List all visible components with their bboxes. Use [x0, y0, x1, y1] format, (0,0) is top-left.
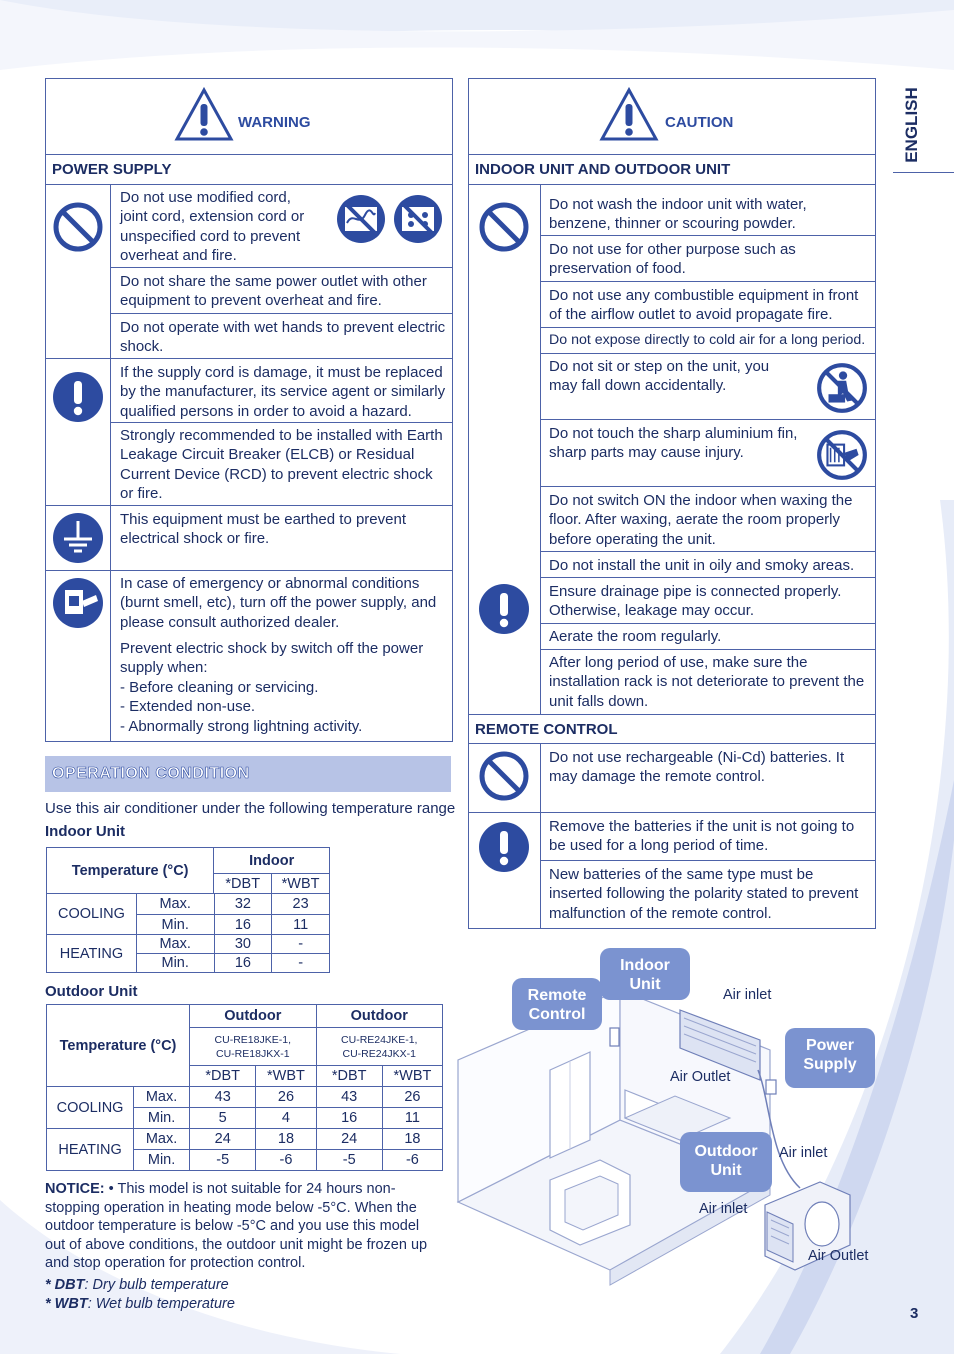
wbt-footnote [45, 1296, 235, 1312]
mandatory-icon [52, 371, 104, 423]
warning-header [46, 79, 452, 155]
outdoor-models-2: CU-RE24JKE-1, CU-RE24JKX-1 [316, 1028, 442, 1066]
warning-row-8-item-2: - Extended non-use. [120, 698, 256, 715]
caution-divider-6 [541, 486, 875, 487]
prohibition-icon [478, 750, 530, 802]
outdoor-value: 26 [256, 1087, 316, 1108]
caution-triangle-icon [599, 87, 659, 143]
outdoor-col-dbt: *DBT [316, 1066, 382, 1087]
outdoor-value: 26 [382, 1087, 442, 1108]
indoor-value: 32 [214, 894, 272, 915]
outdoor-temperature-table [46, 1004, 443, 1087]
caution-row-6: Do not touch the sharp aluminium fin, sharp parts may cause injury. [549, 425, 798, 462]
outdoor-value: 18 [382, 1129, 442, 1150]
caution-row-5: Do not sit or step on the unit, you may fall down accidentally. [549, 358, 770, 395]
warning-row-8-item-3: - Abnormally strong lightning activity. [120, 718, 363, 735]
power-supply-heading: POWER SUPPLY [46, 155, 452, 185]
indoor-limit: Max. [136, 935, 214, 954]
caution-group-3-icon-cell [469, 744, 541, 812]
operation-condition-title: OPERATION CONDITION [52, 765, 250, 782]
language-label: ENGLISH [901, 87, 921, 163]
dbt-footnote [45, 1277, 229, 1293]
indoor-value: 11 [272, 915, 330, 935]
caution-divider-3 [541, 327, 875, 328]
outdoor-col-dbt: *DBT [190, 1066, 256, 1087]
no-touch-fin-icon [815, 428, 869, 482]
warning-title: WARNING [238, 114, 311, 131]
outdoor-group-1: Outdoor [190, 1005, 316, 1028]
warning-row-divider-3 [111, 422, 452, 423]
indoor-outdoor-heading: INDOOR UNIT AND OUTDOOR UNIT [469, 155, 875, 185]
outdoor-air-inlet-side-label: Air inlet [699, 1201, 748, 1217]
caution-divider-2 [541, 281, 875, 282]
indoor-col-wbt: *WBT [272, 874, 330, 894]
warning-row-1: Do not use modified cord, joint cord, extension cord or unspecified cord to prevent overheat and fire. [120, 189, 305, 264]
mandatory-icon [478, 583, 530, 635]
warning-row-6: This equipment must be earthed to prevent electrical shock or fire. [120, 511, 406, 548]
indoor-mode-heating: HEATING [47, 935, 137, 973]
outdoor-limit: Max. [134, 1129, 190, 1150]
outdoor-mode-heating: HEATING [47, 1129, 134, 1171]
caution-group-2-icon-cell [469, 577, 541, 714]
outdoor-limit: Min. [134, 1108, 190, 1129]
dbt-key: * DBT [45, 1277, 85, 1293]
indoor-limit: Min. [136, 915, 214, 935]
caution-divider-1 [541, 235, 875, 236]
caution-header [469, 79, 875, 155]
indoor-limit: Max. [136, 894, 214, 915]
notice-text: • This model is not suitable for 24 hours non-stopping operation in heating mode below -5°C. When the outdoor temperature is below -5°C and you use this model out of above conditions, the outdoor unit might be frozen up and stop operation for protection control. [45, 1181, 428, 1272]
caution-box [468, 78, 876, 929]
prohibition-icon [52, 201, 104, 253]
caution-row-10: Aerate the room regularly. [549, 628, 722, 645]
outdoor-temperature-table-body [46, 1086, 443, 1171]
indoor-temp-header: Temperature (°C) [47, 848, 214, 894]
warning-group-1-icon-cell [46, 185, 111, 358]
page-number: 3 [910, 1305, 919, 1322]
outdoor-value: 43 [190, 1087, 256, 1108]
caution-row-9: Ensure drainage pipe is connected properly. Otherwise, leakage may occur. [549, 583, 842, 620]
outdoor-air-outlet-label: Air Outlet [808, 1248, 869, 1264]
caution-row-4: Do not expose directly to cold air for a long period. [549, 332, 866, 348]
warning-row-7: In case of emergency or abnormal conditions (burnt smell, etc), turn off the power supply, and please consult authorized dealer. [120, 575, 437, 631]
caution-row-2: Do not use for other purpose such as preservation of food. [549, 241, 796, 278]
power-supply-label: Power Supply [785, 1028, 875, 1088]
caution-divider-7 [541, 551, 875, 552]
remote-divider-2 [541, 860, 875, 861]
outdoor-col-wbt: *WBT [382, 1066, 442, 1087]
outdoor-value: 5 [190, 1108, 256, 1129]
warning-row-4: If the supply cord is damage, it must be replaced by the manufacturer, its service agent or similarly qualified persons in order to avoid a hazard. [120, 364, 446, 420]
caution-group-1-icon-cell [469, 185, 541, 577]
indoor-col-dbt: *DBT [214, 874, 272, 894]
caution-row-7: Do not switch ON the indoor when waxing the floor. After waxing, aerate the room properly before operating the unit. [549, 492, 853, 548]
indoor-air-outlet-label: Air Outlet [670, 1069, 731, 1085]
outdoor-value: 24 [316, 1129, 382, 1150]
caution-divider-5 [541, 419, 875, 420]
indoor-value: - [272, 935, 330, 954]
outdoor-value: -6 [256, 1150, 316, 1171]
outdoor-value: 16 [316, 1108, 382, 1129]
caution-group-divider-2 [541, 577, 875, 578]
indoor-value: 23 [272, 894, 330, 915]
prohibition-icon [478, 201, 530, 253]
outdoor-value: 43 [316, 1087, 382, 1108]
warning-triangle-icon [174, 87, 234, 143]
caution-row-11: After long period of use, make sure the installation rack is not deteriorate to prevent the unit falls down. [549, 654, 865, 710]
indoor-limit: Min. [136, 954, 214, 973]
warning-row-divider-1 [111, 267, 452, 268]
warning-row-3: Do not operate with wet hands to prevent electric shock. [120, 319, 446, 356]
warning-group-2-icon-cell [46, 359, 111, 505]
outdoor-value: 18 [256, 1129, 316, 1150]
indoor-temperature-table [46, 847, 330, 894]
dbt-text: : Dry bulb temperature [84, 1277, 229, 1293]
wbt-text: : Wet bulb temperature [87, 1296, 235, 1312]
remote-row-2: Remove the batteries if the unit is not going to be used for a long period of time. [549, 818, 855, 855]
indoor-air-inlet-label: Air inlet [723, 987, 772, 1003]
caution-title: CAUTION [665, 114, 734, 131]
outdoor-value: 4 [256, 1108, 316, 1129]
operation-condition-band [45, 756, 451, 792]
indoor-group-header: Indoor [214, 848, 330, 874]
indoor-value: 30 [214, 935, 272, 954]
warning-row-5: Strongly recommended to be installed with Earth Leakage Circuit Breaker (ELCB) or Residual Current Device (RCD) to prevent electric shock or fire. [120, 427, 443, 502]
outdoor-models-1: CU-RE18JKE-1, CU-RE18JKX-1 [190, 1028, 316, 1066]
outdoor-limit: Min. [134, 1150, 190, 1171]
language-tab [900, 88, 926, 168]
mandatory-icon [478, 821, 530, 873]
warning-group-3-icon-cell [46, 506, 111, 570]
indoor-temperature-table-body [46, 893, 330, 973]
operation-intro: Use this air conditioner under the following temperature range [45, 800, 456, 817]
outdoor-unit-label: Outdoor Unit [680, 1132, 772, 1192]
caution-row-8: Do not install the unit in oily and smoky areas. [549, 557, 855, 574]
warning-row-8-item-1: - Before cleaning or servicing. [120, 679, 319, 696]
remote-row-3: New batteries of the same type must be inserted following the polarity stated to prevent malfunction of the remote control. [549, 866, 859, 922]
warning-group-4-icon-cell [46, 571, 111, 741]
indoor-value: 16 [214, 915, 272, 935]
no-step-on-unit-icon [815, 361, 869, 415]
outdoor-unit-label: Outdoor Unit [45, 983, 138, 1000]
language-tab-rule [893, 172, 954, 173]
no-modified-cord-icon [335, 193, 387, 245]
caution-group-4-icon-cell [469, 813, 541, 928]
switch-off-power-icon [52, 577, 104, 629]
outdoor-value: 11 [382, 1108, 442, 1129]
outdoor-value: -6 [382, 1150, 442, 1171]
outdoor-value: -5 [316, 1150, 382, 1171]
warning-row-2: Do not share the same power outlet with other equipment to prevent overheat and fire. [120, 273, 427, 310]
outdoor-mode-cooling: COOLING [47, 1087, 134, 1129]
outdoor-limit: Max. [134, 1087, 190, 1108]
warning-row-8: Prevent electric shock by switch off the power supply when: [120, 640, 424, 677]
caution-row-1: Do not wash the indoor unit with water, benzene, thinner or scouring powder. [549, 196, 807, 233]
warning-box [45, 78, 453, 742]
outdoor-group-2: Outdoor [316, 1005, 442, 1028]
caution-divider-10 [541, 649, 875, 650]
notice-block [45, 1180, 443, 1273]
indoor-value: 16 [214, 954, 272, 973]
caution-divider-9 [541, 623, 875, 624]
no-extension-cord-icon [392, 193, 444, 245]
remote-control-heading: REMOTE CONTROL [469, 715, 875, 744]
remote-row-1: Do not use rechargeable (Ni-Cd) batteries. It may damage the remote control. [549, 749, 845, 786]
indoor-unit-label: Indoor Unit [45, 823, 125, 840]
notice-label: NOTICE: [45, 1181, 105, 1197]
caution-row-3: Do not use any combustible equipment in front of the airflow outlet to avoid propagate fire. [549, 287, 859, 324]
remote-control-label: Remote Control [512, 978, 602, 1030]
indoor-mode-cooling: COOLING [47, 894, 137, 935]
earth-ground-icon [52, 512, 104, 564]
outdoor-col-wbt: *WBT [256, 1066, 316, 1087]
outdoor-air-inlet-top-label: Air inlet [779, 1145, 828, 1161]
indoor-value: - [272, 954, 330, 973]
outdoor-temp-header: Temperature (°C) [47, 1005, 190, 1087]
caution-divider-4 [541, 353, 875, 354]
outdoor-value: 24 [190, 1129, 256, 1150]
wbt-key: * WBT [45, 1296, 88, 1312]
indoor-unit-label: Indoor Unit [600, 948, 690, 1000]
outdoor-value: -5 [190, 1150, 256, 1171]
warning-row-divider-2 [111, 313, 452, 314]
